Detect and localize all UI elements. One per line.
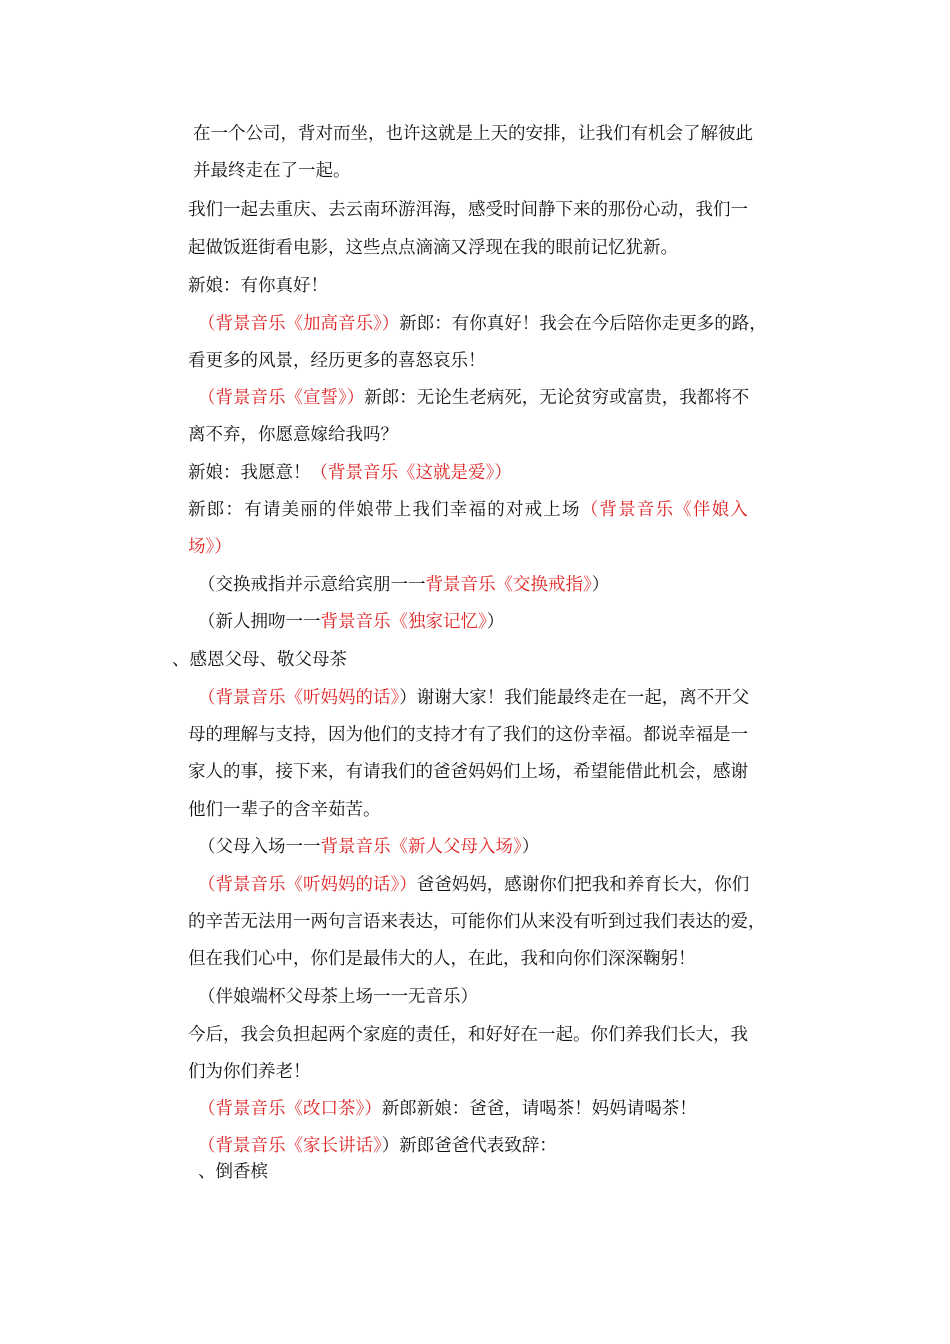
text-line: 在一个公司，背对而坐，也许这就是上天的安排，让我们有机会了解彼此 [193,124,753,144]
music-cue: （背景音乐《伴娘入 [580,500,750,520]
music-cue: （背景音乐《家长讲话》 [198,1136,382,1156]
text-line: 们为你们养老！ [188,1062,311,1082]
text-line: 他们一辈子的含辛茹苦。 [188,800,381,820]
text-line: （背景音乐《听妈妈的话》）爸爸妈妈，感谢你们把我和养育长大，你们 [198,875,750,895]
text-line: （父母入场一一背景音乐《新人父母入场》） [198,837,540,857]
music-cue: （背景音乐《这就是爱》） [310,463,512,483]
text-line: 并最终走在了一起。 [193,161,351,181]
section-heading: 、感恩父母、敬父母茶 [172,650,347,670]
music-cue: （背景音乐《加高音乐》） [198,314,400,334]
music-cue: 场》） [188,537,232,557]
text-line: （伴娘端杯父母茶上场一一无音乐） [198,987,478,1007]
text-line: （背景音乐《加高音乐》）新郎：有你真好！我会在今后陪你走更多的路， [198,314,767,334]
music-cue: 背景音乐《交换戒指》 [425,575,592,595]
text-line [188,536,232,558]
music-cue: （背景音乐《宣誓》） [198,388,365,408]
text-line: 看更多的风景，经历更多的喜怒哀乐！ [188,351,486,371]
text-line: （背景音乐《宣誓》）新郎：无论生老病死，无论贫穷或富贵，我都将不 [198,388,750,408]
section-heading: 、倒香槟 [198,1162,268,1182]
music-cue: 背景音乐《新人父母入场》 [320,837,522,857]
text-line: （背景音乐《听妈妈的话》）谢谢大家！我们能最终走在一起，离不开父 [198,688,750,708]
music-cue: 背景音乐《独家记忆》 [320,612,487,632]
text-line: （背景音乐《改口茶》）新郎新娘：爸爸，请喝茶！妈妈请喝茶！ [198,1099,697,1119]
text-line: 家人的事，接下来，有请我们的爸爸妈妈们上场，希望能借此机会，感谢 [188,762,748,782]
text-line: 新娘：有你真好！ [188,276,328,296]
text-line: 起做饭逛街看电影，这些点点滴滴又浮现在我的眼前记忆犹新。 [188,238,678,258]
text-line: （交换戒指并示意给宾朋一一背景音乐《交换戒指》） [198,575,610,595]
music-cue: （背景音乐《听妈妈的话》 [198,688,400,708]
text-line: 我们一起去重庆、去云南环游洱海，感受时间静下来的那份心动，我们一 [188,200,748,220]
text-line: 母的理解与支持，因为他们的支持才有了我们的这份幸福。都说幸福是一 [188,725,748,745]
text-line: 离不弃，你愿意嫁给我吗？ [188,425,398,445]
text-line: 的辛苦无法用一两句言语来表达，可能你们从来没有听到过我们表达的爱， [188,912,766,932]
text-line: 新娘：我愿意！（背景音乐《这就是爱》） [188,463,512,483]
music-cue: （背景音乐《改口茶》） [198,1099,382,1119]
text-line: （背景音乐《家长讲话》）新郎爸爸代表致辞： [198,1136,557,1156]
text-line: 新郎：有请美丽的伴娘带上我们幸福的对戒上场（背景音乐《伴娘入 [188,500,750,520]
music-cue: （背景音乐《听妈妈的话》） [198,875,417,895]
text-line: （新人拥吻一一背景音乐《独家记忆》） [198,612,505,632]
text-line: 但在我们心中，你们是最伟大的人，在此，我和向你们深深鞠躬！ [188,949,696,969]
text-line: 今后，我会负担起两个家庭的责任，和好好在一起。你们养我们长大，我 [188,1025,748,1045]
